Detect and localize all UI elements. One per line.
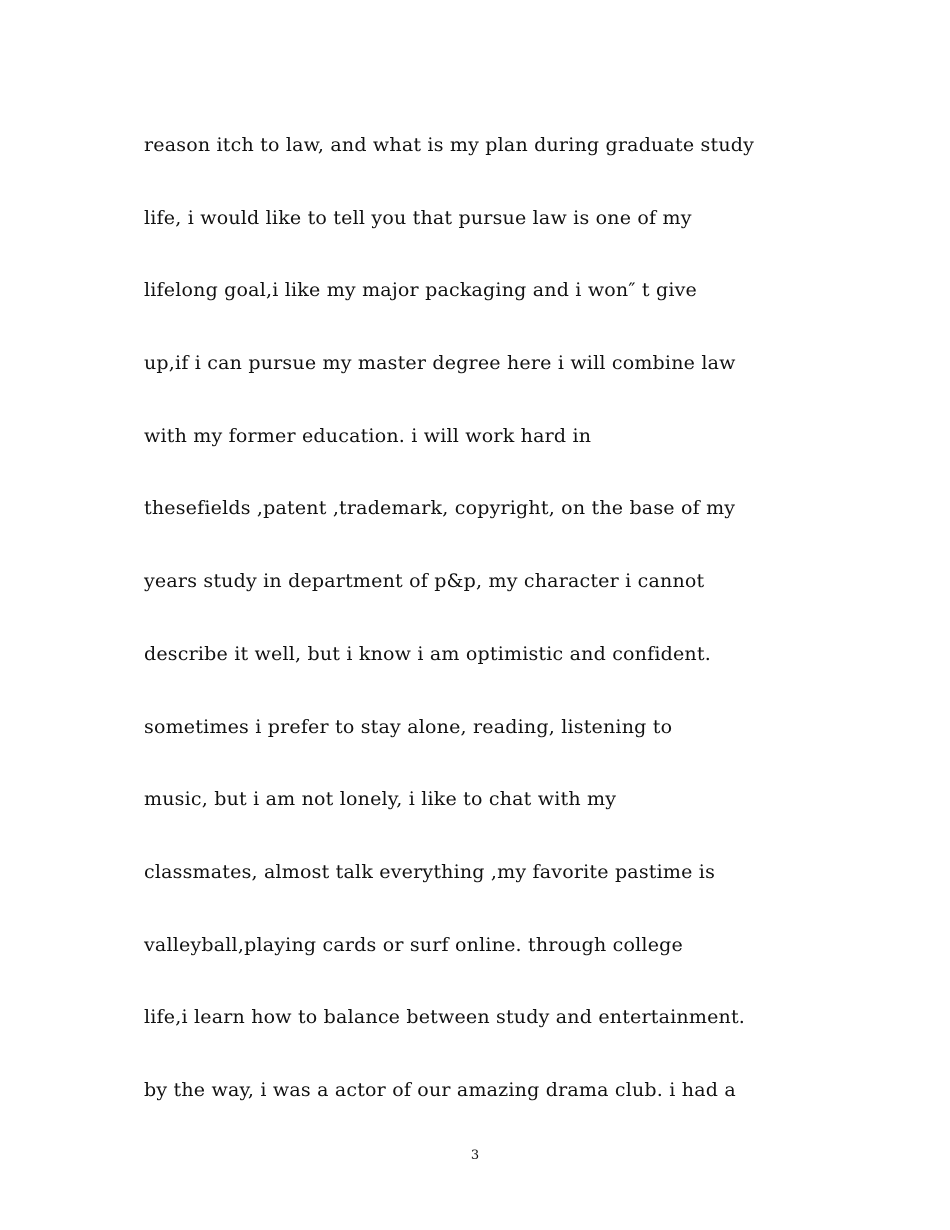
text-line: classmates, almost talk everything ,my favorite pastime is (144, 860, 716, 883)
text-line: years study in department of p&p, my character i cannot (144, 570, 705, 593)
text-line: describe it well, but i know i am optimistic and confident. (144, 642, 711, 665)
text-line: reason itch to law, and what is my plan during graduate study (144, 134, 755, 156)
text-line: up,if i can pursue my master degree here i will combine law (144, 352, 736, 375)
text-line: valleyball,playing cards or surf online. through college (144, 933, 683, 956)
page-number: 3 (470, 1148, 480, 1163)
text-line: lifelong goal,i like my major packaging and i won″ t give (144, 279, 697, 302)
text-line: with my former education. i will work hard in (144, 424, 592, 447)
text-line: by the way, i was a actor of our amazing drama club. i had a (144, 1078, 736, 1101)
text-line: thesefields ,patent ,trademark, copyright, on the base of my (144, 497, 736, 520)
text-line: music, but i am not lonely, i like to chat with my (144, 788, 617, 811)
body-text (144, 126, 844, 1144)
text-line: life,i learn how to balance between study and entertainment. (144, 1006, 746, 1029)
text-line: sometimes i prefer to stay alone, reading, listening to (144, 715, 673, 738)
text-line: life, i would like to tell you that pursue law is one of my (144, 206, 692, 229)
